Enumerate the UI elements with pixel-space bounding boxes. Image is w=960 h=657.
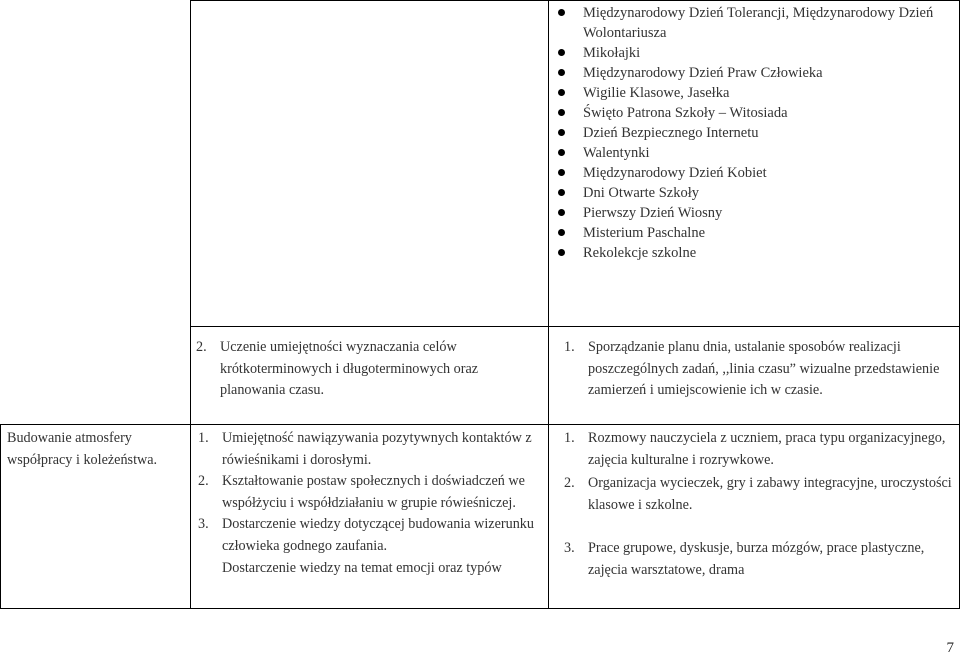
bullet-icon bbox=[558, 169, 565, 176]
item-text: Kształtowanie postaw społecznych i doświadczeń we współżyciu i współdziałaniu w grupie rówieśniczej. bbox=[222, 473, 525, 511]
event-item bbox=[555, 203, 955, 223]
page-number: 7 bbox=[946, 640, 954, 656]
numbered-item bbox=[564, 473, 954, 516]
bullet-icon bbox=[558, 89, 565, 96]
method-text: Sporządzanie planu dnia, ustalanie sposobów realizacji poszczególnych zadań, ,,linia czasu” wizualne przedstawienie zamierzeń i umiejscowienie ich w czasie. bbox=[588, 339, 940, 399]
border-top bbox=[190, 0, 960, 1]
event-text: Mikołajki bbox=[583, 45, 641, 61]
bullet-icon bbox=[558, 69, 565, 76]
area-text: Budowanie atmosfery współpracy i koleżeństwa. bbox=[7, 430, 158, 468]
event-item bbox=[555, 43, 955, 63]
planning-method bbox=[564, 337, 954, 402]
item-text: Prace grupowe, dyskusje, burza mózgów, prace plastyczne, zajęcia warsztatowe, drama bbox=[588, 540, 925, 578]
event-item bbox=[555, 163, 955, 183]
border-col1-top bbox=[190, 0, 191, 424]
numbered-item bbox=[198, 514, 543, 557]
event-text: Święto Patrona Szkoły – Witosiada bbox=[583, 105, 788, 121]
item-text: Umiejętność nawiązywania pozytywnych kontaktów z rówieśnikami i dorosłymi. bbox=[222, 430, 532, 468]
events-list bbox=[555, 3, 955, 263]
border-col2 bbox=[548, 0, 549, 609]
bullet-icon bbox=[558, 149, 565, 156]
bullet-icon bbox=[558, 189, 565, 196]
border-row1 bbox=[190, 326, 960, 327]
event-item bbox=[555, 3, 955, 43]
item-text: Rozmowy nauczyciela z uczniem, praca typu organizacyjnego, zajęcia kulturalne i rozrywkowe. bbox=[588, 430, 946, 468]
bullet-icon bbox=[558, 109, 565, 116]
event-item bbox=[555, 143, 955, 163]
numbered-item bbox=[198, 428, 543, 471]
bullet-icon bbox=[558, 129, 565, 136]
border-row2 bbox=[0, 424, 960, 425]
event-text: Walentynki bbox=[583, 145, 650, 161]
item-number: 3. bbox=[198, 516, 209, 533]
numbered-item bbox=[564, 428, 954, 471]
item-number: 3. bbox=[564, 540, 575, 557]
planning-goal bbox=[196, 337, 541, 402]
area-cell bbox=[7, 428, 185, 471]
item-number: 1. bbox=[198, 430, 209, 446]
event-text: Międzynarodowy Dzień Tolerancji, Międzynarodowy Dzień Wolontariusza bbox=[583, 5, 934, 41]
event-text: Wigilie Klasowe, Jasełka bbox=[583, 85, 730, 101]
event-item bbox=[555, 183, 955, 203]
border-bottom bbox=[0, 608, 960, 609]
item-text: Organizacja wycieczek, gry i zabawy integracyjne, uroczystości klasowe i szkolne. bbox=[588, 475, 952, 513]
event-text: Dni Otwarte Szkoły bbox=[583, 185, 699, 201]
bullet-icon bbox=[558, 49, 565, 56]
event-text: Pierwszy Dzień Wiosny bbox=[583, 205, 723, 221]
event-text: Misterium Paschalne bbox=[583, 225, 706, 241]
atmosphere-methods-list bbox=[564, 428, 954, 582]
event-text: Rekolekcje szkolne bbox=[583, 245, 697, 261]
item-number: 2. bbox=[198, 473, 209, 490]
atmosphere-methods-cell bbox=[564, 428, 954, 582]
method-number: 1. bbox=[564, 339, 575, 355]
bullet-icon bbox=[558, 209, 565, 216]
event-item bbox=[555, 123, 955, 143]
bullet-icon bbox=[558, 9, 565, 16]
planning-method-cell bbox=[564, 337, 954, 402]
border-col1 bbox=[190, 424, 191, 609]
event-item bbox=[555, 243, 955, 263]
event-item bbox=[555, 83, 955, 103]
atmosphere-goals-list bbox=[198, 428, 543, 558]
event-item bbox=[555, 103, 955, 123]
item-number: 1. bbox=[564, 430, 575, 446]
goals-extra-text: Dostarczenie wiedzy na temat emocji oraz typów bbox=[222, 559, 502, 576]
event-text: Dzień Bezpiecznego Internetu bbox=[583, 125, 759, 141]
border-left bbox=[0, 424, 1, 609]
atmosphere-goals-cell bbox=[198, 428, 543, 579]
bullet-icon bbox=[558, 249, 565, 256]
item-text: Dostarczenie wiedzy dotyczącej budowania wizerunku człowieka godnego zaufania. bbox=[222, 516, 534, 554]
numbered-item bbox=[198, 471, 543, 514]
item-number: 2. bbox=[564, 475, 575, 492]
numbered-item bbox=[564, 538, 954, 581]
planning-goal-cell bbox=[196, 337, 541, 402]
events-cell bbox=[555, 3, 955, 263]
bullet-icon bbox=[558, 229, 565, 236]
event-item bbox=[555, 63, 955, 83]
goal-number: 2. bbox=[196, 339, 207, 355]
event-text: Międzynarodowy Dzień Praw Człowieka bbox=[583, 65, 823, 81]
event-item bbox=[555, 223, 955, 243]
goal-text: Uczenie umiejętności wyznaczania celów krótkoterminowych i długoterminowych oraz planowania czasu. bbox=[220, 339, 479, 399]
event-text: Międzynarodowy Dzień Kobiet bbox=[583, 165, 767, 181]
